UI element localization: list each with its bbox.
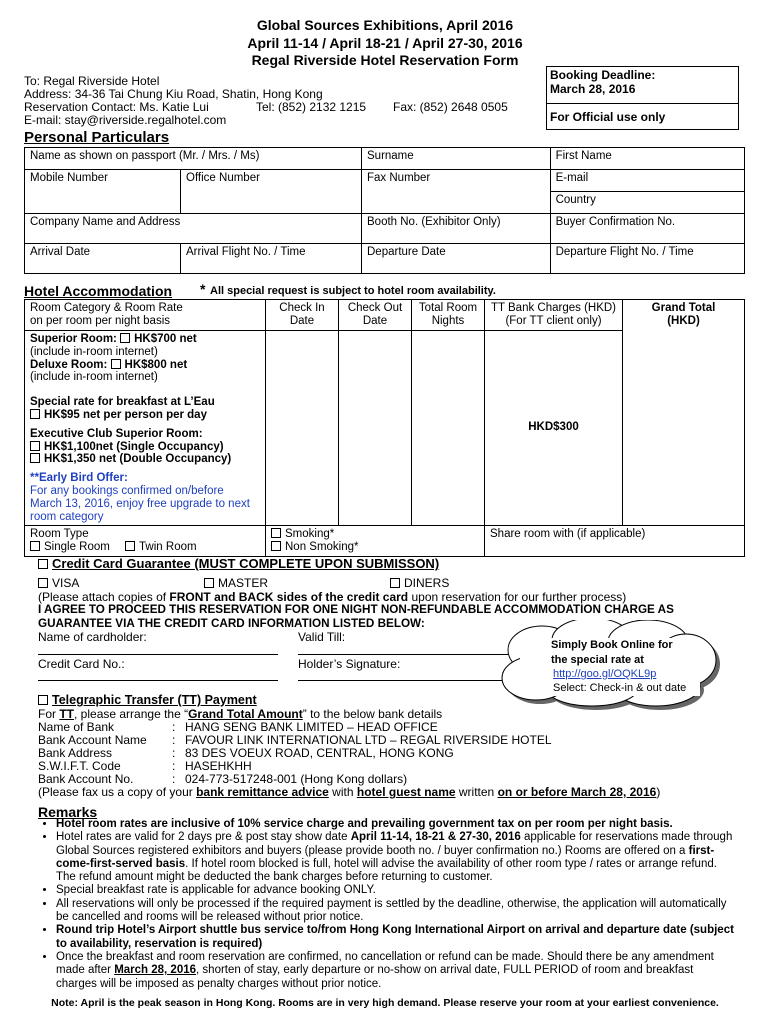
credit-heading: Credit Card Guarantee (MUST COMPLETE UPON SUBMISSON) [52, 556, 440, 571]
bank-name-colon: : [172, 720, 176, 734]
col-room-category-sub: on per room per night basis [30, 315, 170, 327]
twin-room-option[interactable] [125, 541, 197, 553]
superior-room-label: Superior Room: [30, 333, 117, 345]
contact-email: E-mail: stay@riverside.regalhotel.com [24, 113, 227, 127]
valid-till-input[interactable] [298, 654, 508, 655]
deadline-label: Booking Deadline: [550, 68, 656, 82]
hotel-heading: Hotel Accommodation [24, 283, 173, 299]
exec-double-rate: HK$1,350 net (Double Occupancy) [44, 453, 232, 466]
swift-label: S.W.I.F.T. Code [38, 759, 121, 773]
deluxe-room-label: Deluxe Room: [30, 358, 108, 371]
tt-heading: Telegraphic Transfer (TT) Payment [52, 693, 257, 707]
non-smoking-option[interactable] [271, 541, 479, 554]
contact-to: To: Regal Riverside Hotel [24, 74, 160, 88]
diners-label: DINERS [404, 576, 450, 590]
tt-charge-value: HKD$300 [485, 331, 623, 526]
deadline-divider [547, 103, 738, 104]
remark-2 [56, 831, 736, 884]
exec-single-checkbox[interactable] [30, 441, 40, 451]
cloud-line3: Select: Check-in & out date [553, 682, 687, 694]
col-grand-total-label: Grand Total [651, 302, 716, 314]
tt-heading-row [38, 693, 257, 707]
attach-note [38, 590, 626, 604]
col-tt-charges [485, 300, 623, 331]
cardholder-label: Name of cardholder: [38, 630, 147, 644]
tt-fax-m2: written [458, 785, 495, 799]
remark-6a: Once the breakfast and room reservation are confirmed, no cancellation or refund can be made. Should there be any amendment made after [56, 950, 714, 977]
tt-fax-m1: with [332, 785, 354, 799]
agree-line1: I AGREE TO PROCEED THIS RESERVATION FOR ONE NIGHT NON-REFUNDABLE ACCOMMODATION CHARGE AS [38, 603, 674, 616]
diners-checkbox[interactable] [390, 578, 400, 588]
col-check-in-label: Check In [279, 302, 325, 314]
early-bird-line2: March 13, 2016, enjoy free upgrade to next [30, 497, 250, 510]
office-field[interactable]: Office Number [181, 170, 362, 214]
non-smoking-label: Non Smoking* [285, 541, 359, 554]
bank-address-value: 83 DES VOEUX ROAD, CENTRAL, HONG KONG [185, 746, 454, 760]
tt-intro-grand: Grand Total Amount [188, 707, 303, 721]
twin-room-label: Twin Room [139, 541, 197, 554]
tt-fax-b3: on or before March 28, 2016 [497, 785, 657, 799]
exec-double-option[interactable] [30, 453, 260, 466]
card-no-label: Credit Card No.: [38, 657, 125, 671]
deadline-date: March 28, 2016 [550, 82, 636, 96]
share-room-field[interactable]: Share room with (if applicable) [485, 526, 745, 557]
deluxe-checkbox[interactable] [111, 359, 121, 369]
tt-fax-pre: (Please fax us a copy of your [38, 785, 193, 799]
superior-note: (include in-room internet) [30, 345, 158, 358]
breakfast-label: Special rate for breakfast at L’Eau [30, 396, 215, 409]
first-name-field[interactable]: First Name [550, 148, 744, 170]
col-room-category [25, 300, 266, 331]
superior-room-option[interactable] [30, 333, 260, 346]
col-check-out [339, 300, 412, 331]
personal-heading: Personal Particulars [24, 129, 170, 146]
tt-fax-end: ) [656, 785, 661, 799]
credit-heading-row [38, 556, 439, 571]
col-tt-charges-sub: (For TT client only) [505, 315, 602, 327]
buyer-conf-field[interactable]: Buyer Confirmation No. [550, 214, 744, 244]
arrival-flight-field[interactable]: Arrival Flight No. / Time [181, 244, 362, 274]
remark-2a: Hotel rates are valid for 2 days pre & post stay show date [56, 831, 348, 844]
early-bird-line1: For any bookings confirmed on/before [30, 484, 224, 497]
single-room-option[interactable] [30, 541, 110, 553]
breakfast-rate: HK$95 net per person per day [44, 408, 207, 421]
remark-2e: . If hotel room blocked is full, hotel will advise the availability of other room type / rates or arrange refund. The refund amount might be deducted the bank charges before returning to customer. [56, 857, 717, 884]
deluxe-rate: HK$800 net [124, 358, 188, 371]
peak-season-note: Note: April is the peak season in Hong Kong. Rooms are in very high demand. Please reserve your room at your earliest convenience. [51, 997, 719, 1009]
tt-intro [38, 707, 442, 721]
attach-pre: (Please attach copies of [38, 590, 167, 604]
attach-bold: FRONT and BACK sides of the credit card [169, 590, 409, 604]
bank-account-no-value: 024-773-517248-001 (Hong Kong dollars) [185, 772, 408, 786]
booth-field[interactable]: Booth No. (Exhibitor Only) [362, 214, 551, 244]
online-booking-cloud [500, 620, 722, 712]
tt-fax-b1: bank remittance advice [196, 785, 329, 799]
tt-intro-post: ” to the below bank details [302, 707, 443, 721]
bank-name-value: HANG SENG BANK LIMITED – HEAD OFFICE [185, 720, 438, 734]
country-field[interactable]: Country [550, 192, 744, 214]
hotel-note: All special request is subject to hotel room availability. [210, 285, 496, 297]
arrival-date-field[interactable]: Arrival Date [25, 244, 181, 274]
check-in-input[interactable] [266, 331, 339, 526]
smoking-label: Smoking* [285, 528, 335, 541]
remark-6b: March 28, 2016 [114, 964, 197, 977]
smoking-option[interactable] [271, 528, 479, 541]
smoking-cell [266, 526, 485, 557]
col-check-out-sub: Date [362, 315, 388, 327]
deluxe-note: (include in-room internet) [30, 371, 158, 384]
agree-line2: GUARANTEE VIA THE CREDIT CARD INFORMATION LISTED BELOW: [38, 617, 425, 630]
company-field[interactable]: Company Name and Address [25, 214, 362, 244]
col-grand-total[interactable] [623, 300, 745, 526]
booking-link[interactable]: http://goo.gl/OQKL9p [553, 668, 657, 680]
credit-checkbox[interactable] [38, 559, 48, 569]
remark-3: • Special breakfast rate is applicable for advance booking ONLY. [56, 884, 736, 897]
signature-label: Holder’s Signature: [298, 657, 401, 671]
form-title-line2: April 11-14 / April 18-21 / April 27-30, 2016 [247, 35, 523, 51]
col-room-category-label: Room Category & Room Rate [30, 302, 183, 314]
bank-account-no-colon: : [172, 772, 176, 786]
master-checkbox[interactable] [204, 578, 214, 588]
card-no-input[interactable] [38, 680, 278, 681]
superior-checkbox[interactable] [120, 333, 130, 343]
remark-1: • Hotel room rates are inclusive of 10% service charge and prevailing government tax on per room per night basis. [56, 818, 736, 831]
room-rates-cell [25, 331, 266, 526]
hotel-note-star: * [200, 281, 206, 297]
contact-fax: Fax: (852) 2648 0505 [393, 100, 508, 114]
fax-field[interactable]: Fax Number [362, 170, 551, 214]
cardholder-input[interactable] [38, 654, 278, 655]
form-title-line1: Global Sources Exhibitions, April 2016 [256, 17, 514, 33]
bank-account-no-label: Bank Account No. [38, 772, 134, 786]
hotel-table [24, 299, 745, 557]
visa-checkbox[interactable] [38, 578, 48, 588]
remarks-heading: Remarks [38, 804, 98, 820]
remark-4: • All reservations will only be processed if the required payment is settled by the deadline, otherwise, the application will automatically be cancelled and rooms will be released without prior notice. [56, 898, 736, 925]
remark-2d: first-come-first-served basis [56, 844, 715, 870]
early-bird-title: **Early Bird Offer: [30, 472, 128, 485]
col-check-in-sub: Date [289, 315, 315, 327]
col-total-nights-label: Total Room [418, 302, 478, 314]
contact-tel: Tel: (852) 2132 1215 [256, 100, 367, 114]
tt-intro-pre: For [38, 707, 56, 721]
bank-account-name-value: FAVOUR LINK INTERNATIONAL LTD – REGAL RIVERSIDE HOTEL [185, 733, 552, 747]
remark-6c: , shorten of stay, early departure or no-show on arrival date, FULL PERIOD of room and breakfast charges will be imposed as penalty charges without prior notice. [56, 964, 694, 990]
col-grand-total-sub: (HKD) [667, 315, 700, 327]
single-room-checkbox[interactable] [30, 541, 40, 551]
remark-2b: April 11-14, 18-21 & 27-30, 2016 [350, 831, 521, 844]
total-nights-input[interactable] [412, 331, 485, 526]
bank-account-name-label: Bank Account Name [38, 733, 147, 747]
deadline-box [546, 66, 739, 130]
remark-2c: applicable for reservations made through Global Sources registered exhibitors and buyers (please provide booth no. / buyer confirmation no.) Rooms are offered on a [56, 831, 733, 857]
tt-intro-tt: TT [59, 707, 75, 721]
official-use-label: For Official use only [550, 110, 666, 124]
non-smoking-checkbox[interactable] [271, 541, 281, 551]
bank-name-label: Name of Bank [38, 720, 115, 734]
visa-label: VISA [52, 576, 80, 590]
contact-address: Address: 34-36 Tai Chung Kiu Road, Shatin, Hong Kong [24, 87, 323, 101]
name-passport-field[interactable]: Name as shown on passport (Mr. / Mrs. / Ms) [25, 148, 362, 170]
remarks-list [40, 818, 736, 991]
tt-intro-mid: , please arrange the “ [74, 707, 189, 721]
cloud-line2: the special rate at [551, 654, 644, 666]
smoking-checkbox[interactable] [271, 528, 281, 538]
exec-single-option[interactable] [30, 441, 260, 454]
col-total-nights [412, 300, 485, 331]
email-field[interactable]: E-mail [550, 170, 744, 192]
breakfast-option[interactable] [30, 409, 260, 422]
single-room-label: Single Room [44, 541, 110, 554]
breakfast-checkbox[interactable] [30, 409, 40, 419]
early-bird-line3: room category [30, 510, 104, 523]
departure-flight-field[interactable]: Departure Flight No. / Time [550, 244, 744, 274]
swift-value: HASEHKHH [185, 759, 252, 773]
tt-fax-note [38, 785, 660, 799]
contact-person: Reservation Contact: Ms. Katie Lui [24, 100, 209, 114]
deluxe-room-option[interactable] [30, 359, 260, 372]
valid-till-label: Valid Till: [298, 630, 346, 644]
swift-colon: : [172, 759, 176, 773]
twin-room-checkbox[interactable] [125, 541, 135, 551]
signature-input[interactable] [298, 680, 508, 681]
bank-address-colon: : [172, 746, 176, 760]
diners-option[interactable] [390, 576, 449, 590]
exec-single-rate: HK$1,100net (Single Occupancy) [44, 440, 224, 453]
exec-room-label: Executive Club Superior Room: [30, 427, 203, 440]
check-out-input[interactable] [339, 331, 412, 526]
col-tt-charges-label: TT Bank Charges (HKD) [490, 302, 617, 314]
col-check-out-label: Check Out [347, 302, 403, 314]
bank-address-label: Bank Address [38, 746, 113, 760]
personal-table [24, 147, 745, 274]
visa-option[interactable] [38, 576, 79, 590]
exec-double-checkbox[interactable] [30, 453, 40, 463]
superior-rate: HK$700 net [134, 333, 197, 345]
surname-field[interactable]: Surname [362, 148, 551, 170]
remark-5: • Round trip Hotel’s Airport shuttle bus service to/from Hong Kong International Airport on arrival and departure date (subject to availability, reservation is required) [56, 924, 736, 951]
col-check-in [266, 300, 339, 331]
form-title-line3: Regal Riverside Hotel Reservation Form [251, 52, 519, 68]
bank-account-name-colon: : [172, 733, 176, 747]
attach-post: upon reservation for our further process) [411, 590, 627, 604]
master-option[interactable] [204, 576, 268, 590]
departure-date-field[interactable]: Departure Date [362, 244, 551, 274]
room-type-cell [25, 526, 266, 557]
mobile-field[interactable]: Mobile Number [25, 170, 181, 214]
master-label: MASTER [218, 576, 269, 590]
cloud-line1: Simply Book Online for [551, 639, 673, 651]
remark-6 [56, 951, 736, 991]
col-total-nights-sub: Nights [431, 315, 465, 327]
tt-checkbox[interactable] [38, 695, 48, 705]
room-type-label: Room Type [30, 528, 89, 541]
tt-fax-b2: hotel guest name [356, 785, 456, 799]
